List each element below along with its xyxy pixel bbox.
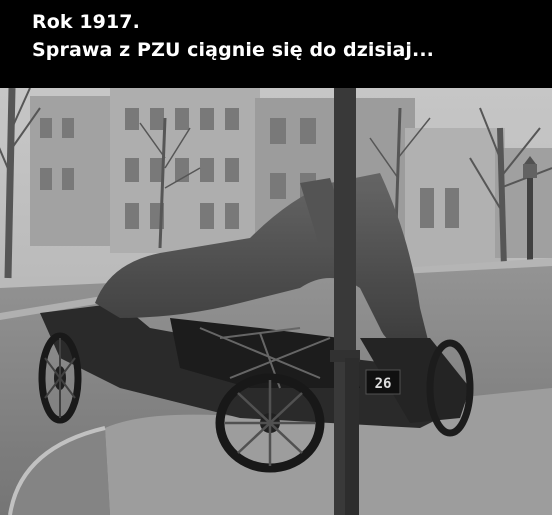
photo-drawing [0,88,552,515]
photo-tone [0,88,552,515]
caption-line-1: Rok 1917. [32,11,140,33]
plate-number: 26 [374,376,392,392]
caption-bar [0,0,552,88]
caption-line-2: Sprawa z PZU ciągnie się do dzisiaj... [32,39,434,61]
wrecked-car-photo [0,88,552,515]
